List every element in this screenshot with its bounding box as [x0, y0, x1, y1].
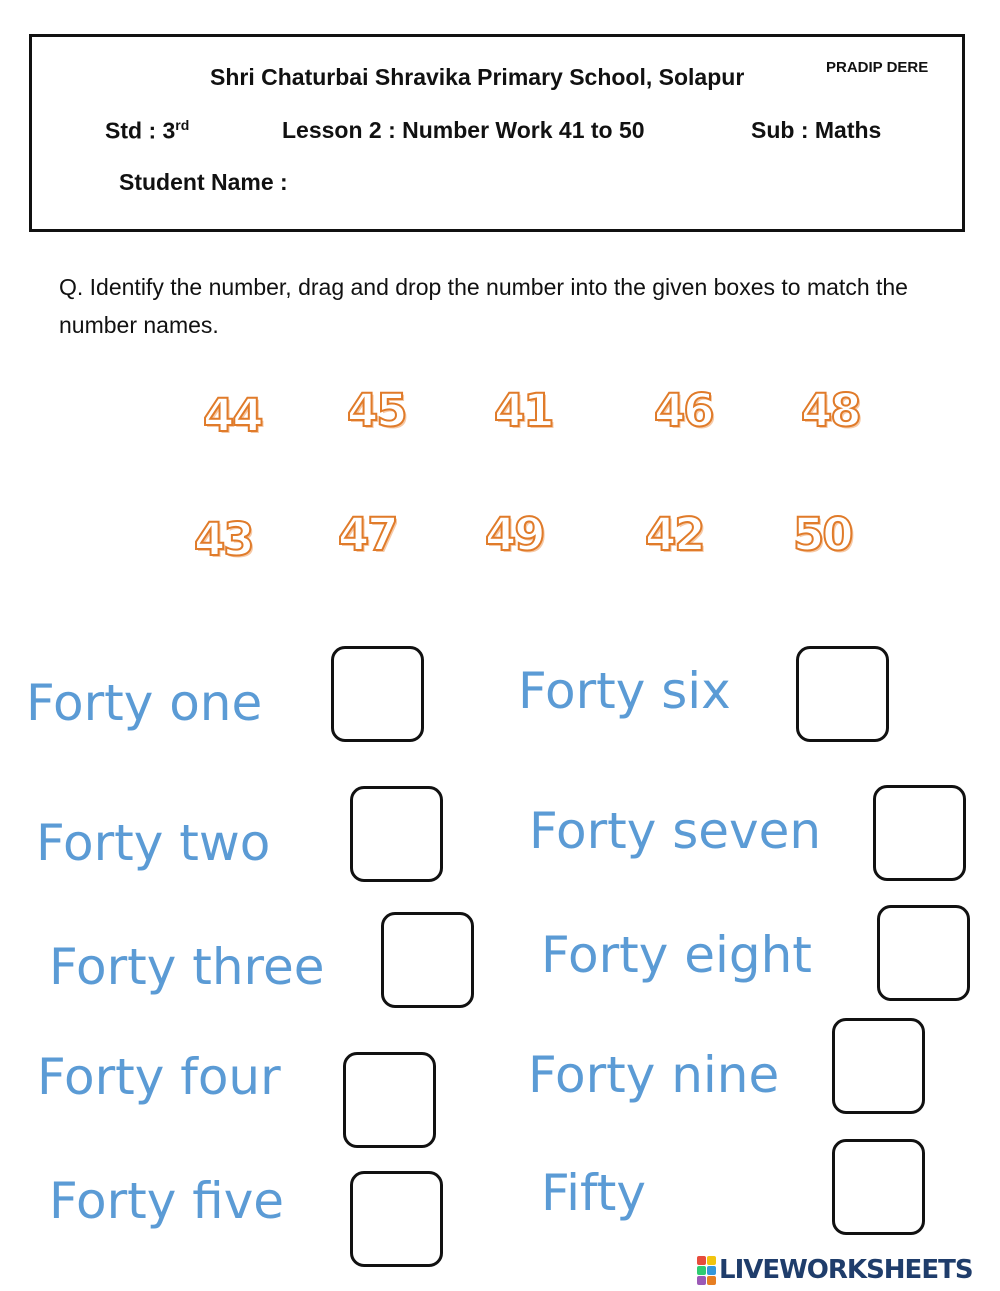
number-name: Forty eight [541, 926, 812, 984]
number-name: Forty five [49, 1172, 285, 1230]
header-box [29, 34, 965, 232]
standard-suffix: rd [175, 117, 190, 133]
number-tile[interactable]: 41 [494, 384, 553, 437]
drop-box[interactable] [381, 912, 474, 1008]
drop-box[interactable] [343, 1052, 436, 1148]
drop-box[interactable] [796, 646, 889, 742]
number-name: Fifty [541, 1164, 646, 1222]
number-tile[interactable]: 47 [338, 508, 397, 561]
number-tile[interactable]: 43 [194, 513, 253, 566]
number-tile[interactable]: 46 [654, 384, 713, 437]
number-name: Forty seven [529, 802, 822, 860]
standard-label [105, 117, 189, 145]
number-name: Forty three [49, 938, 325, 996]
lesson-title: Lesson 2 : Number Work 41 to 50 [282, 117, 645, 143]
drop-box[interactable] [832, 1139, 925, 1235]
number-tile[interactable]: 50 [793, 508, 852, 561]
number-name: Forty two [36, 814, 271, 872]
number-name: Forty one [26, 674, 263, 732]
author-name: PRADIP DERE [826, 59, 929, 76]
number-tile[interactable]: 44 [203, 389, 262, 442]
school-name: Shri Chaturbai Shravika Primary School, Solapur [210, 64, 745, 90]
number-tile[interactable]: 48 [801, 384, 860, 437]
number-tile[interactable]: 42 [645, 508, 704, 561]
liveworksheets-logo-icon [697, 1256, 716, 1285]
drop-box[interactable] [832, 1018, 925, 1114]
number-tile[interactable]: 45 [347, 384, 406, 437]
number-tile[interactable]: 49 [485, 508, 544, 561]
drop-box[interactable] [331, 646, 424, 742]
subject-label: Sub : Maths [751, 117, 882, 143]
number-name: Forty six [518, 662, 731, 720]
drop-box[interactable] [877, 905, 970, 1001]
logo-text: LIVEWORKSHEETS [719, 1255, 973, 1285]
number-name: Forty nine [528, 1046, 780, 1104]
drop-box[interactable] [350, 786, 443, 882]
standard-text: Std : 3 [105, 117, 176, 144]
liveworksheets-logo [697, 1254, 973, 1286]
drop-box[interactable] [350, 1171, 443, 1267]
student-name-label: Student Name : [119, 169, 288, 195]
drop-box[interactable] [873, 785, 966, 881]
number-name: Forty four [37, 1048, 281, 1106]
question-text: Q. Identify the number, drag and drop the number into the given boxes to match the number names. [59, 274, 908, 338]
